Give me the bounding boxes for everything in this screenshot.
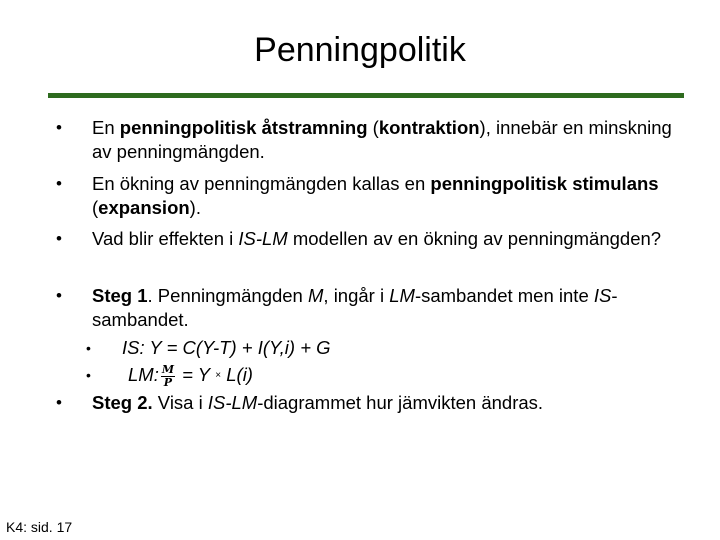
equation-text: L(i) xyxy=(221,364,253,385)
bullet-marker: • xyxy=(56,393,62,412)
bold-term: expansion xyxy=(98,197,190,218)
is-equation xyxy=(122,336,712,360)
text-run: ). xyxy=(189,197,201,218)
text-run: Visa i xyxy=(152,392,208,413)
text-run: -diagrammet hur jämvikten ändras. xyxy=(257,392,544,413)
bold-term: kontraktion xyxy=(378,117,480,138)
times-symbol: × xyxy=(215,370,222,382)
bullet-text xyxy=(92,172,682,220)
fraction-denominator: P xyxy=(163,375,173,389)
text-run: ( xyxy=(92,197,99,218)
text-run: Vad blir effekten i xyxy=(92,228,239,249)
text-run: -sambandet. xyxy=(92,285,618,330)
slide-footer: K4: sid. 17 xyxy=(6,519,73,535)
text-run: En xyxy=(92,117,120,138)
text-run: . Penningmängden xyxy=(147,285,308,306)
bullet-marker: • xyxy=(56,118,62,137)
italic-term: IS-LM xyxy=(238,228,288,249)
lm-equation xyxy=(128,363,718,389)
bold-term: penningpolitisk åtstramning xyxy=(119,117,368,138)
text-run: modellen av en ökning av penningmängden? xyxy=(287,228,662,249)
bullet-text xyxy=(92,284,682,332)
bullet-marker: • xyxy=(56,286,62,305)
bold-term: penningpolitisk stimulans xyxy=(430,173,659,194)
bold-term: Steg 1 xyxy=(92,285,148,306)
equation-text: IS: Y = C(Y-T) + I(Y,i) + G xyxy=(122,337,331,358)
italic-term: M xyxy=(308,285,324,306)
bold-term: Steg 2. xyxy=(92,392,153,413)
title-divider xyxy=(48,93,684,98)
fraction-numerator: M xyxy=(161,362,175,376)
bullet-text xyxy=(92,227,682,251)
text-run: , ingår i xyxy=(323,285,390,306)
slide-title: Penningpolitik xyxy=(254,31,466,69)
sub-bullet-marker: • xyxy=(86,367,91,383)
bullet-text xyxy=(92,116,682,164)
text-run: En ökning av penningmängden kallas en xyxy=(92,173,431,194)
text-run: ), innebär en minskning av penningmängden. xyxy=(92,117,672,162)
bullet-text xyxy=(92,391,682,415)
equation-label: LM: xyxy=(128,364,159,385)
equation-text: = Y xyxy=(177,364,211,385)
text-run: -sambandet men inte xyxy=(414,285,594,306)
italic-term: IS xyxy=(593,285,612,306)
bullet-marker: • xyxy=(56,229,62,248)
italic-term: LM xyxy=(389,285,415,306)
text-run: ( xyxy=(367,117,379,138)
sub-bullet-marker: • xyxy=(86,340,91,356)
bullet-marker: • xyxy=(56,174,62,193)
fraction-m-over-p xyxy=(161,364,175,389)
italic-term: IS-LM xyxy=(207,392,258,413)
